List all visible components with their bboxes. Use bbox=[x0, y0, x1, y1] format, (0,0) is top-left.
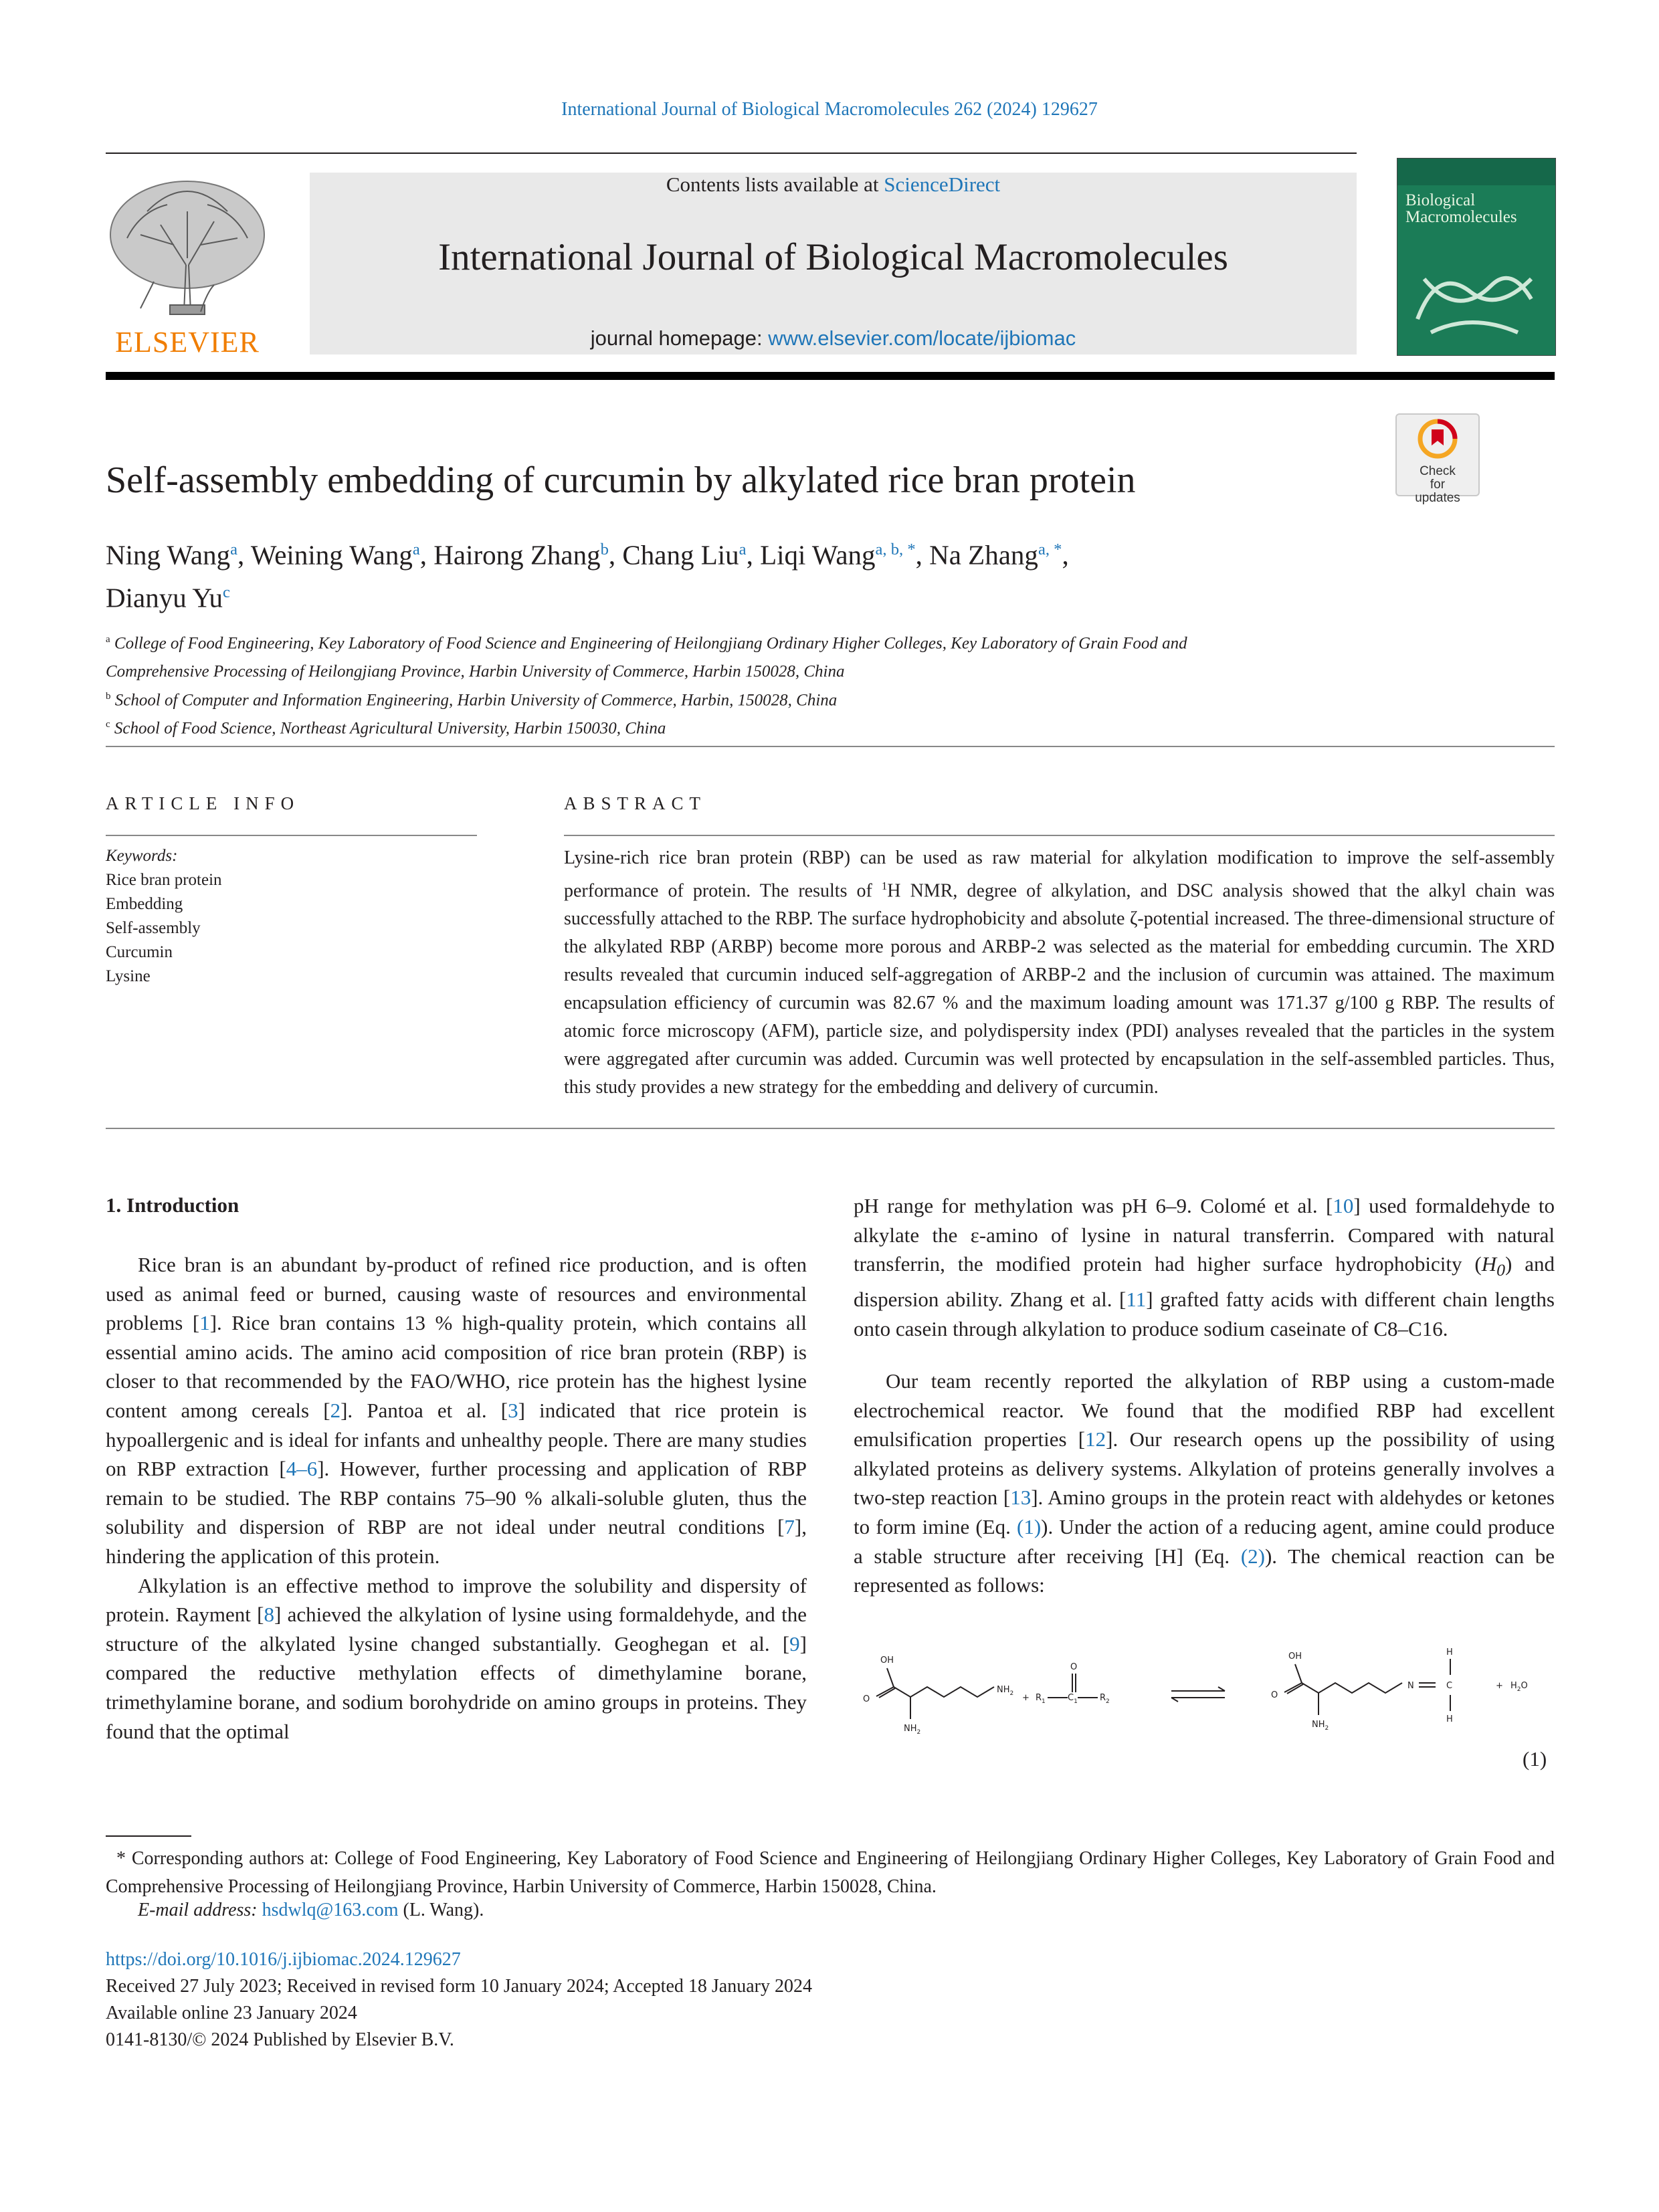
equation-number: (1) bbox=[1523, 1747, 1547, 1771]
paragraph-text: Alkylation is an effective method to improve the solubility and dispersity of protein. Rayment [ bbox=[106, 1573, 807, 1627]
divider bbox=[106, 746, 1555, 747]
author-name[interactable]: Dianyu Yu bbox=[106, 582, 223, 613]
keyword: Embedding bbox=[106, 895, 183, 913]
affiliation bbox=[106, 684, 1357, 712]
keyword: Rice bran protein bbox=[106, 871, 222, 889]
eq-label-nh2-epsilon: $NH_2$ bbox=[997, 1685, 1014, 1697]
body-column-right-top bbox=[854, 1191, 1555, 1343]
intro-paragraph-3: pH range for methylation was pH 6–9. Colomé et al. [10] used formaldehyde to alkylate the ε-amino of lysine in natural transferrin. Compared with natural transferrin, the modified protein had higher surface hydrophobicity $(H_0)$ and dispersion ability. Zhang et al. [11] grafted fatty acids with different chain lengths onto casein through alkylation to produce sodium caseinate of C8–C16. bbox=[854, 1194, 1555, 1340]
contents-prefix: Contents lists available at bbox=[666, 173, 884, 196]
front-matter bbox=[106, 1946, 812, 2053]
eq-label-h-bottom: H bbox=[1446, 1714, 1453, 1724]
eq-label-r1: $R_1$ bbox=[1036, 1693, 1046, 1705]
corresponding-author-footnote: * Corresponding authors at: College of Food Engineering, Key Laboratory of Food Science and Engineering of Heilongjiang Ordinary Higher Colleges, Key Laboratory of Grain Food and Comprehensive Processing of Heilongjiang Province, Harbin University of Commerce, Harbin 150028, China. bbox=[106, 1848, 1555, 1897]
paragraph-text: ]. However, further processing and application of RBP remain to be studied. The RBP contains 75–90 % alkali-soluble gluten, thus the solubility and dispersion of RBP are not ideal under neutral conditions [ bbox=[106, 1457, 807, 1539]
abstract-part-2: H NMR, degree of alkylation, and DSC analysis showed that the alkyl chain was successfully attached to the RBP. The surface hydrophobicity and absolute ζ-potential increased. The three-dimensional structure of the alkylated RBP (ARBP) become more porous and ARBP-2 was selected as the material for embedding curcumin. The XRD results revealed that curcumin induced self-aggregation of ARBP-2 and the inclusion of curcumin was attained. The maximum encapsulation efficiency of curcumin was 82.67 % and the maximum loading amount was 171.37 g/100 g RBP. The results of atomic force microscopy (AFM), particle size, and polydispersity index (PDI) analyses revealed that the particles in the system were aggregated after curcumin was added. Curcumin was well protected by encapsulation in the self-assembled particles. Thus, this study provides a new strategy for the embedding and delivery of curcumin. bbox=[564, 880, 1555, 1098]
citation-link[interactable]: 12 bbox=[1085, 1427, 1106, 1451]
homepage-prefix: journal homepage: bbox=[590, 326, 769, 350]
author-separator: , bbox=[915, 539, 930, 571]
paragraph-text: ]. Pantoa et al. [ bbox=[340, 1398, 508, 1422]
copyright: 0141-8130/© 2024 Published by Elsevier B.V. bbox=[106, 2029, 454, 2050]
running-journal-reference[interactable]: International Journal of Biological Macromolecules 262 (2024) 129627 bbox=[561, 99, 1098, 120]
author-affiliation-marker[interactable]: a bbox=[412, 540, 420, 559]
citation-link[interactable]: 7 bbox=[784, 1515, 795, 1539]
equation-link[interactable]: (2) bbox=[1240, 1544, 1265, 1568]
eq-label-o-ketone: O bbox=[1070, 1662, 1078, 1672]
author-affiliation-marker[interactable]: a bbox=[739, 540, 747, 559]
eq-plus-2: + bbox=[1496, 1681, 1503, 1691]
paragraph-text: ] achieved the alkylation of lysine using formaldehyde, and the structure of the alkylated lysine changed substantially. Geoghegan et al. [ bbox=[106, 1603, 807, 1655]
citation-link[interactable]: 3 bbox=[508, 1398, 518, 1422]
citation-link[interactable]: 4–6 bbox=[286, 1457, 318, 1481]
author-name[interactable]: Ning Wang bbox=[106, 539, 231, 571]
eq-label-h-top: H bbox=[1446, 1647, 1453, 1657]
eq-label-water: $H_2O$ bbox=[1510, 1681, 1528, 1693]
header-thick-rule bbox=[106, 372, 1555, 380]
author-separator: , bbox=[419, 539, 434, 571]
affiliation-text: College of Food Engineering, Key Laboratory of Food Science and Engineering of Heilongjiang Ordinary Higher Colleges, Key Laboratory of Grain Food and bbox=[114, 634, 1187, 653]
divider bbox=[564, 835, 1555, 836]
divider bbox=[106, 835, 477, 836]
cover-title: Biological Macromolecules bbox=[1405, 191, 1517, 226]
author-name[interactable]: Na Zhang bbox=[929, 539, 1038, 571]
email-suffix: (L. Wang). bbox=[398, 1900, 484, 1920]
citation-link[interactable]: 11 bbox=[1126, 1287, 1147, 1311]
eq-label-o-right: O bbox=[1271, 1690, 1278, 1700]
paragraph-text: Rice bran is an abundant by-product of refined rice production, and is often used as animal feed or burned, causing waste of resources and environmental problems [ bbox=[106, 1253, 807, 1335]
alkylation-reaction-scheme bbox=[854, 1633, 1555, 1752]
intro-paragraph-2 bbox=[106, 1571, 807, 1746]
keywords-list bbox=[106, 868, 222, 989]
eq-label-o-left: O bbox=[863, 1694, 870, 1704]
keyword: Curcumin bbox=[106, 943, 173, 961]
eq-label-n-imine: N bbox=[1407, 1681, 1414, 1691]
email-link[interactable]: hsdwlq@163.com bbox=[262, 1900, 399, 1920]
affiliation-key: b bbox=[106, 690, 111, 702]
keywords-block bbox=[106, 844, 222, 989]
doi-link[interactable]: https://doi.org/10.1016/j.ijbiomac.2024.129627 bbox=[106, 1949, 461, 1970]
eq-plus-1: + bbox=[1022, 1693, 1030, 1703]
author-name[interactable]: Hairong Zhang bbox=[433, 539, 601, 571]
paragraph-text: ], hindering the application of this protein. bbox=[106, 1515, 807, 1568]
affiliation-key: a bbox=[106, 634, 110, 645]
affiliation bbox=[106, 712, 1357, 740]
author-name[interactable]: Liqi Wang bbox=[760, 539, 876, 571]
eq-label-oh-right: OH bbox=[1288, 1651, 1302, 1662]
nmr-superscript: 1 bbox=[881, 880, 888, 892]
journal-cover-thumbnail[interactable] bbox=[1397, 158, 1556, 356]
check-for-updates-badge[interactable] bbox=[1395, 413, 1480, 505]
citation-link[interactable]: 2 bbox=[330, 1398, 341, 1422]
contents-available-line bbox=[310, 173, 1357, 197]
received-dates: Received 27 July 2023; Received in revised form 10 January 2024; Accepted 18 January 2024 bbox=[106, 1976, 812, 1997]
email-line bbox=[138, 1900, 484, 1921]
affiliation-key: c bbox=[106, 718, 110, 730]
intro-paragraph-4: Our team recently reported the alkylation of RBP using a custom-made electrochemical reactor. We found that the modified RBP had excellent emulsification properties [12]. Our research opens up the possibility of using alkylated proteins as delivery systems. Alkylation of proteins generally involves a two-step reaction [13]. Amino groups in the protein react with aldehydes or ketones to form imine (Eq. (1)). Under the action of a reducing agent, amine could produce a stable structure after receiving [H] (Eq. (2)). The chemical reaction can be represented as follows: bbox=[854, 1369, 1555, 1597]
author-affiliation-marker[interactable]: a, * bbox=[1038, 540, 1062, 559]
keyword: Self-assembly bbox=[106, 919, 201, 937]
email-label: E-mail address: bbox=[138, 1900, 262, 1920]
eq-label-c1: $C_1$ bbox=[1068, 1693, 1078, 1705]
article-title: Self-assembly embedding of curcumin by alkylated rice bran protein bbox=[106, 460, 1136, 501]
journal-homepage-line bbox=[310, 326, 1357, 350]
author-name[interactable]: Chang Liu bbox=[622, 539, 739, 571]
citation-link[interactable]: 8 bbox=[264, 1603, 274, 1627]
affiliation-text: School of Food Science, Northeast Agricultural University, Harbin 150030, China bbox=[114, 719, 666, 738]
affiliation-text: Comprehensive Processing of Heilongjiang Province, Harbin University of Commerce, Harbin 150028, China bbox=[106, 662, 845, 681]
journal-title: International Journal of Biological Macromolecules bbox=[438, 236, 1228, 278]
affiliation-text: School of Computer and Information Engineering, Harbin University of Commerce, Harbin, 150028, China bbox=[114, 690, 838, 709]
abstract-text bbox=[564, 844, 1555, 1102]
elsevier-wordmark: ELSEVIER bbox=[115, 326, 260, 359]
divider bbox=[106, 1128, 1555, 1129]
eq-label-nh2-product: $NH_2$ bbox=[1312, 1720, 1329, 1732]
paragraph-text: ]. Rice bran contains 13 % high-quality protein, which contains all essential amino acids. The amino acid composition of rice bran protein (RBP) is closer to that recommended by the FAO/WHO, rice protein has the highest lysine content among cereals [ bbox=[106, 1311, 807, 1422]
author-affiliation-marker[interactable]: b bbox=[600, 540, 609, 559]
footnote-rule bbox=[106, 1835, 191, 1837]
body-column-right-bottom bbox=[854, 1367, 1555, 1600]
affiliation bbox=[106, 656, 1357, 684]
intro-paragraph-1 bbox=[106, 1250, 807, 1571]
author-affiliation-marker[interactable]: c bbox=[223, 583, 230, 601]
affiliations bbox=[106, 627, 1357, 740]
author-affiliation-marker[interactable]: a bbox=[230, 540, 238, 559]
introduction-heading: 1. Introduction bbox=[106, 1193, 239, 1217]
author-separator: , bbox=[1062, 539, 1069, 571]
author-affiliation-marker[interactable]: a, b, * bbox=[875, 540, 916, 559]
cover-protein-structure-icon bbox=[1404, 239, 1549, 346]
header-top-rule bbox=[106, 153, 1357, 154]
author-name[interactable]: Weining Wang bbox=[250, 539, 413, 571]
author-separator: , bbox=[608, 539, 623, 571]
eq-label-r2: $R_2$ bbox=[1100, 1693, 1110, 1705]
paragraph-text: ] compared the reductive methylation effects of dimethylamine borane, trimethylamine borane, and sodium borohydride on amino groups in proteins. They found that the optimal bbox=[106, 1631, 807, 1743]
eq-label-c-imine: C bbox=[1446, 1681, 1453, 1691]
author-separator: , bbox=[746, 539, 761, 571]
check-updates-icon bbox=[1397, 415, 1478, 462]
abstract-heading: ABSTRACT bbox=[564, 793, 707, 813]
sciencedirect-link[interactable]: ScienceDirect bbox=[884, 173, 1001, 196]
available-online: Available online 23 January 2024 bbox=[106, 2003, 357, 2023]
keyword: Lysine bbox=[106, 967, 151, 985]
eq-label-oh-left: OH bbox=[880, 1655, 894, 1666]
citation-link[interactable]: 13 bbox=[1010, 1486, 1032, 1510]
affiliation bbox=[106, 627, 1357, 656]
citation-link[interactable]: 1 bbox=[199, 1311, 210, 1335]
citation-link[interactable]: 10 bbox=[1333, 1194, 1354, 1217]
author-separator: , bbox=[237, 539, 251, 571]
article-info-heading: ARTICLE INFO bbox=[106, 793, 300, 813]
abstract-part-1: Lysine-rich rice bran protein (RBP) can be used as raw material for alkylation modification to improve the self-assembly performance of protein. The results of bbox=[564, 847, 1555, 902]
check-updates-label: Check for updates bbox=[1415, 464, 1460, 505]
keywords-label: Keywords: bbox=[106, 847, 178, 865]
body-column-left bbox=[106, 1250, 807, 1746]
equation-link[interactable]: (1) bbox=[1017, 1514, 1042, 1538]
author-list bbox=[106, 531, 1377, 616]
citation-link[interactable]: 9 bbox=[789, 1631, 800, 1655]
eq-label-nh2-alpha: $NH_2$ bbox=[904, 1724, 921, 1736]
paragraph-text: ] indicated that rice protein is hypoallergenic and is ideal for infants and unhealthy people. There are many studies on RBP extraction [ bbox=[106, 1398, 807, 1481]
journal-homepage-link[interactable]: www.elsevier.com/locate/ijbiomac bbox=[768, 326, 1076, 350]
